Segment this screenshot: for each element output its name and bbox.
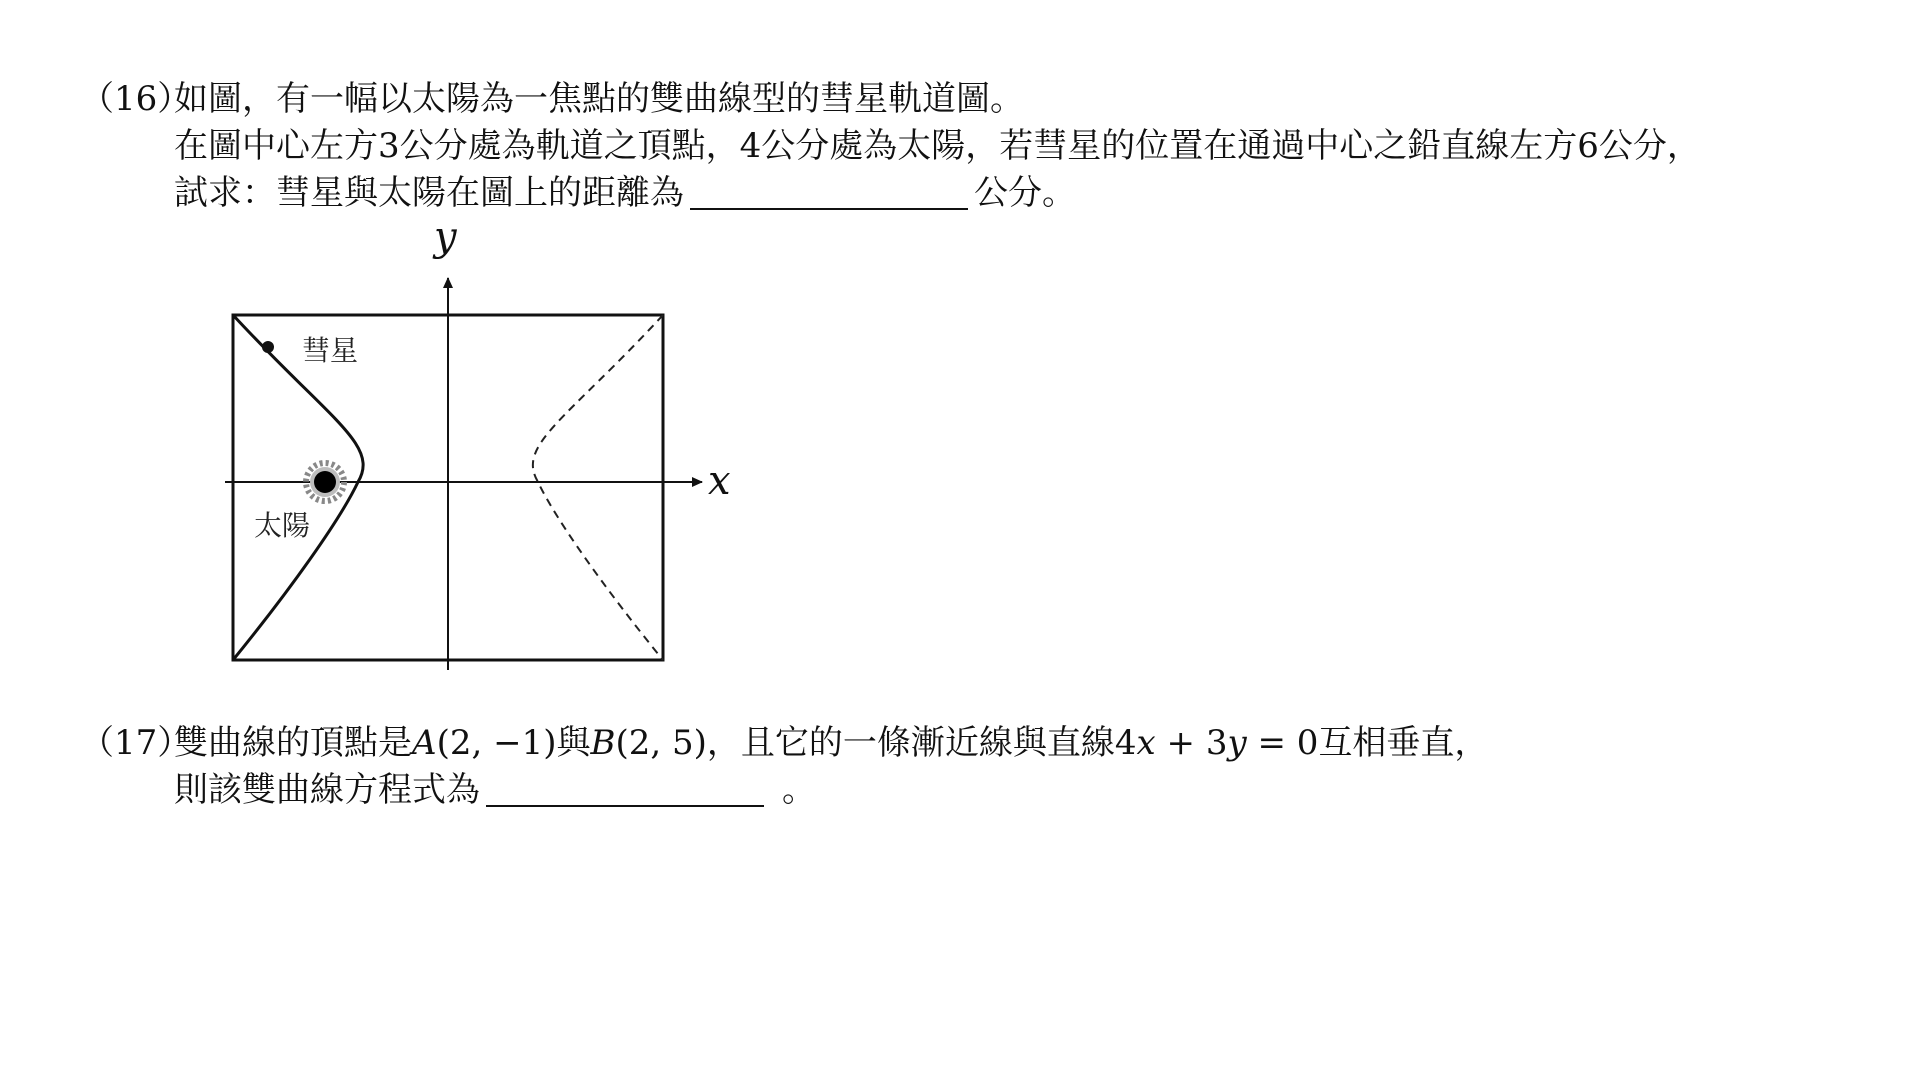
sun-label: 太陽 — [254, 509, 311, 542]
answer-blank-16[interactable] — [690, 178, 968, 210]
and-text: 與 — [556, 723, 591, 763]
orbit-diagram — [210, 220, 750, 680]
equation-var-y: y — [1227, 723, 1247, 763]
answer-blank-17[interactable] — [486, 775, 764, 807]
problem-17-number: （17） — [80, 723, 192, 763]
problem-16 — [80, 76, 1701, 217]
y-axis-label: y — [434, 220, 457, 260]
sun-icon — [306, 463, 344, 501]
problem-17-condition: ，且它的一條漸近線與直線 — [706, 723, 1115, 763]
problem-16-unit: 公分。 — [974, 173, 1076, 213]
point-a-coords: (2, −1) — [436, 723, 557, 763]
equation-var-x: x — [1136, 723, 1156, 763]
equation-rest: = 0 — [1246, 723, 1319, 763]
equation-coef-4: 4 — [1114, 723, 1137, 763]
hyperbola-orbit-figure — [210, 220, 750, 680]
point-a-name: A — [412, 723, 437, 763]
x-axis-label: x — [708, 458, 731, 504]
comet-dot — [262, 341, 274, 353]
problem-17-intro: 雙曲線的頂點是 — [174, 723, 412, 763]
problem-16-line-3 — [80, 170, 1701, 217]
point-b-coords: (2, 5) — [615, 723, 707, 763]
problem-17-line-2 — [80, 767, 1488, 814]
problem-16-statement: 如圖，有一幅以太陽為一焦點的雙曲線型的彗星軌道圖。 — [174, 79, 1024, 119]
problem-16-conditions: 在圖中心左方3公分處為軌道之頂點，4公分處為太陽，若彗星的位置在通過中心之鉛直線左方6公分， — [174, 126, 1701, 166]
problem-17-line-1 — [80, 720, 1488, 767]
comet-label: 彗星 — [302, 334, 359, 367]
problem-16-line-1 — [80, 76, 1701, 123]
problem-17-perpendicular: 互相垂直， — [1318, 723, 1489, 763]
problem-17 — [80, 720, 1488, 814]
problem-16-number: （16） — [80, 79, 192, 119]
equation-plus-3: + 3 — [1155, 723, 1228, 763]
problem-17-period: 。 — [782, 770, 816, 810]
orbit-right-branch — [533, 315, 663, 660]
point-b-name: B — [590, 723, 616, 763]
problem-17-question: 則該雙曲線方程式為 — [174, 770, 480, 810]
problem-16-line-2 — [80, 123, 1701, 170]
problem-16-question: 試求：彗星與太陽在圖上的距離為 — [174, 173, 684, 213]
